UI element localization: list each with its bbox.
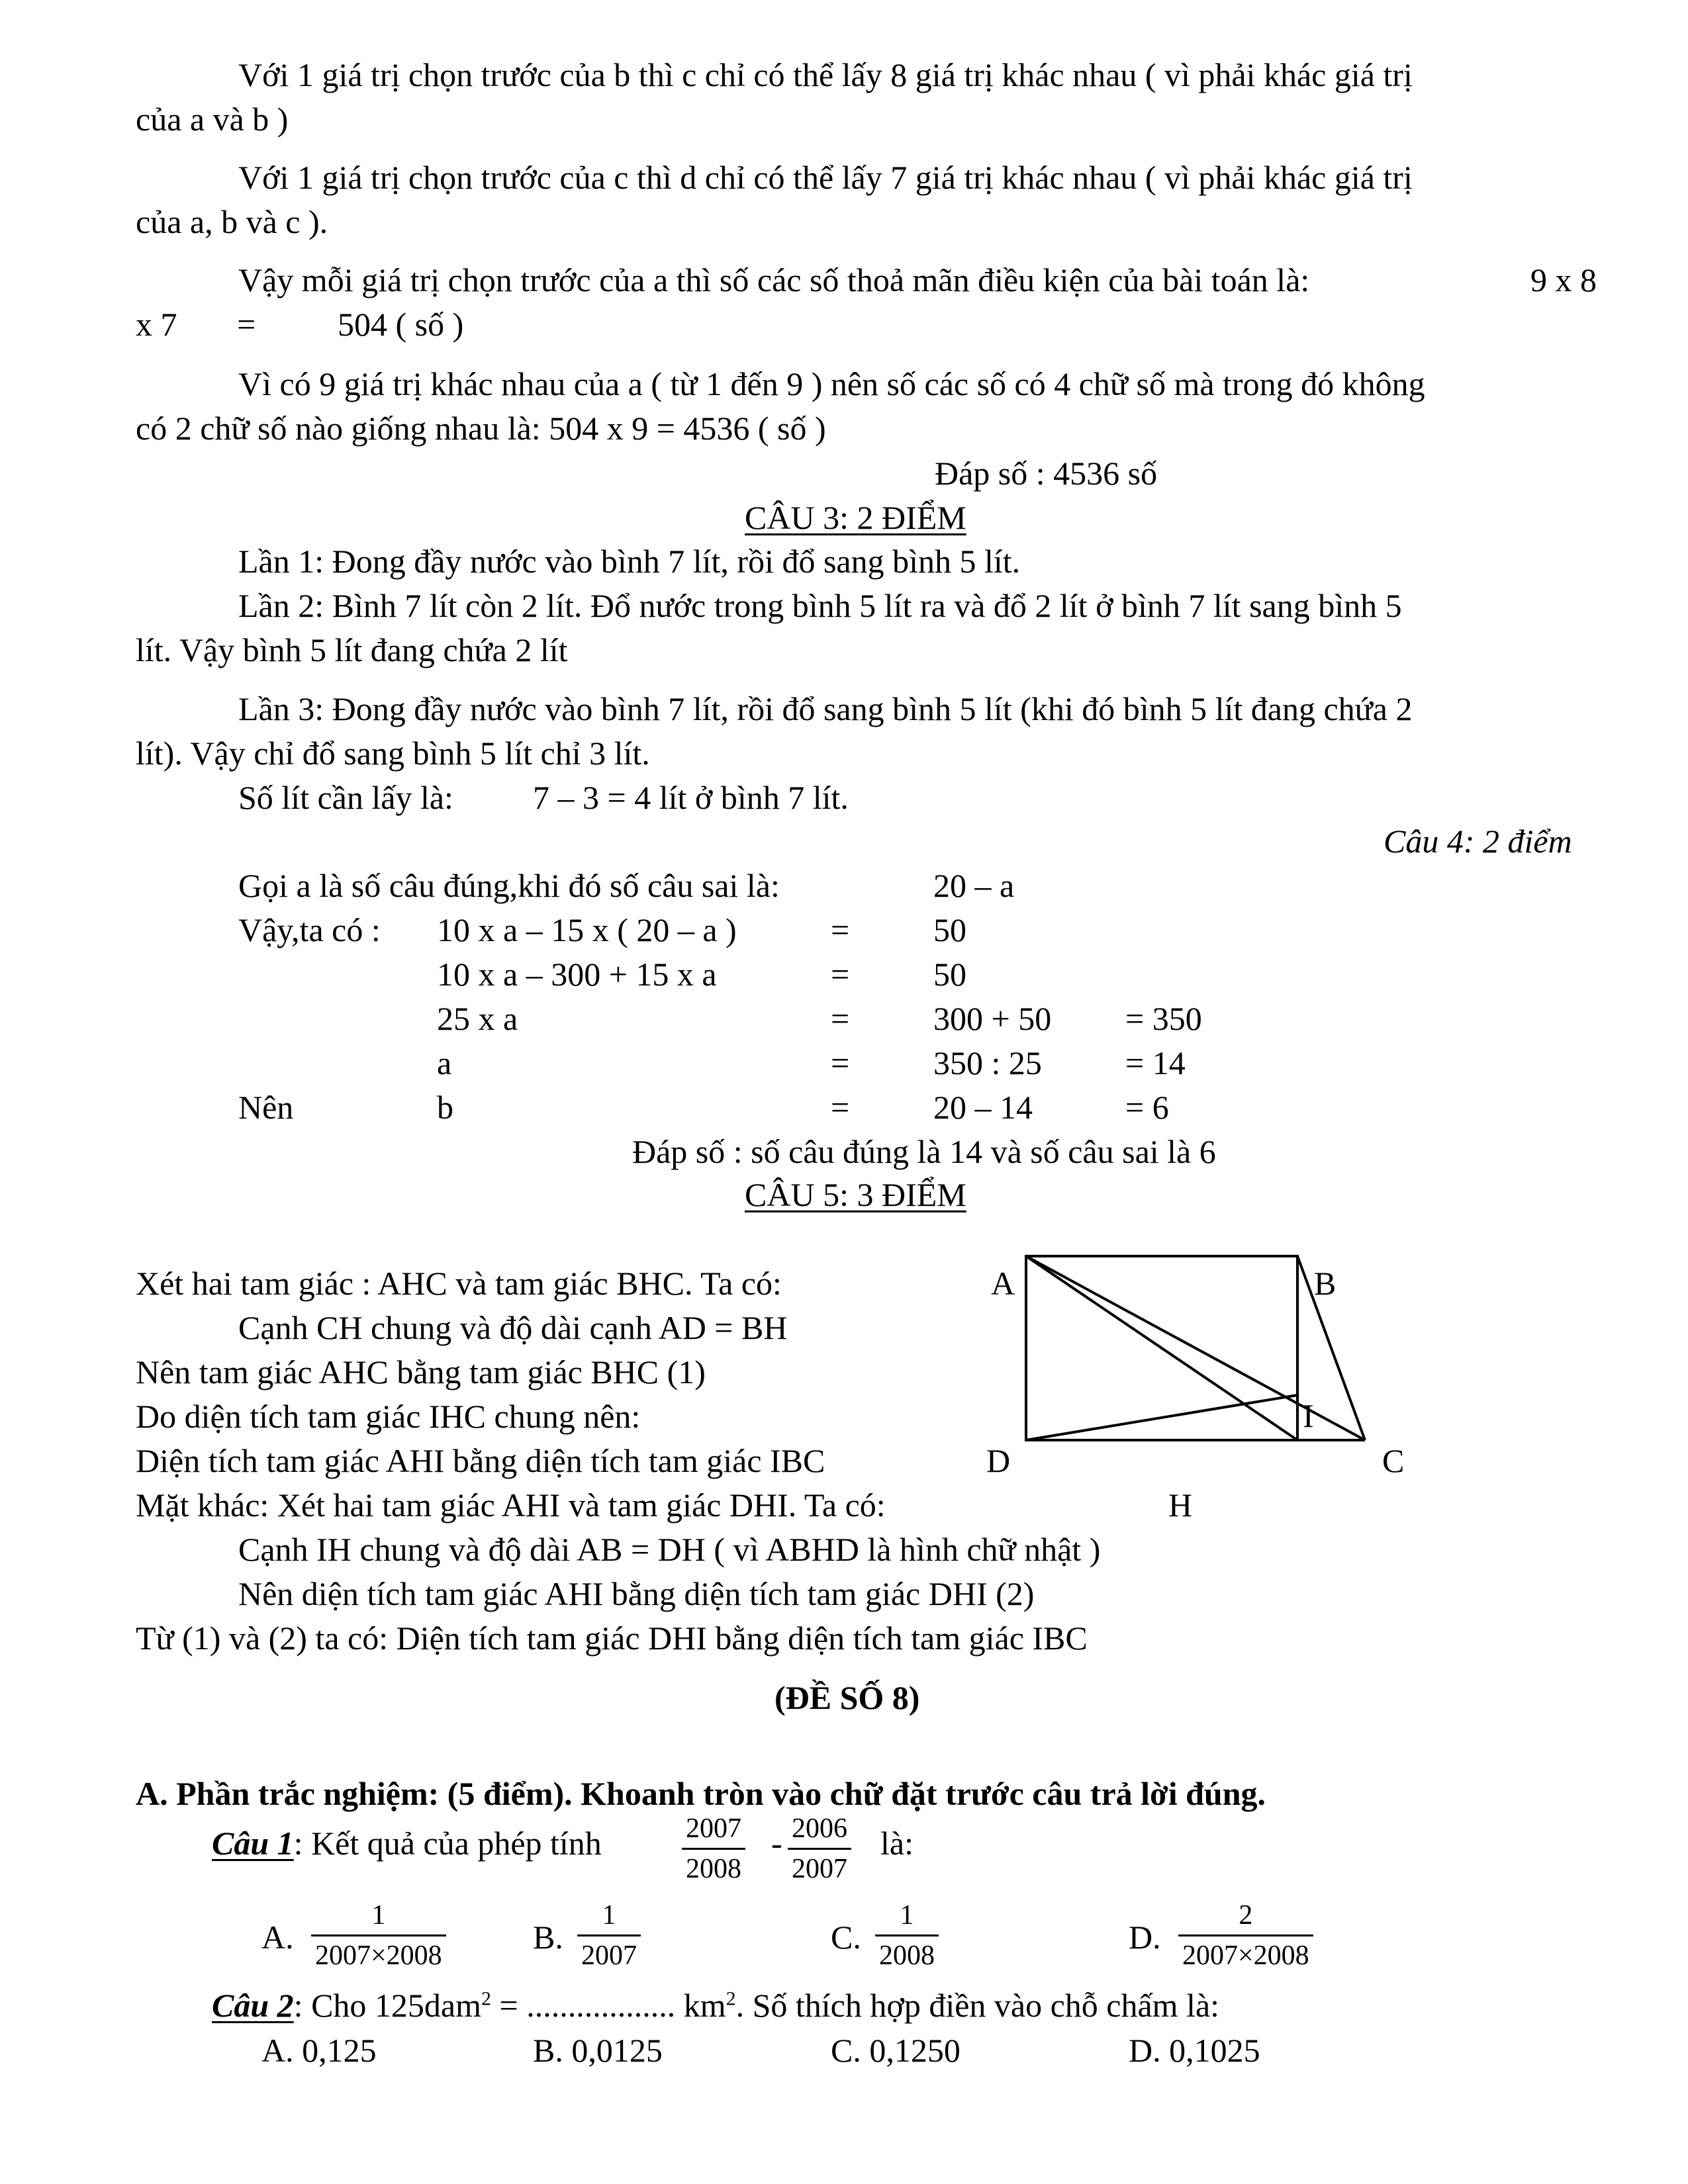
q4-r4-eq: = [831, 1000, 850, 1037]
c2-option-a[interactable]: A. 0,125 [261, 2032, 377, 2069]
c1-opt-b-num: 1 [602, 1900, 616, 1931]
c1-opt-a-num: 1 [371, 1900, 386, 1931]
q5-line1: Xét hai tam giác : AHC và tam giác BHC. Ta có: [136, 1265, 782, 1302]
label-d: D [986, 1442, 1011, 1479]
q4-r1-a: Gọi a là số câu đúng,khi đó số câu sai là: [238, 867, 780, 904]
q4-r2-a: Vậy,ta có : [238, 911, 381, 948]
q5-line4: Do diện tích tam giác IHC chung nên: [136, 1398, 641, 1435]
segment-ah [1026, 1256, 1297, 1440]
q5-line8: Nên diện tích tam giác AHI bằng diện tích tam giác DHI (2) [238, 1575, 1035, 1612]
c2-option-c[interactable]: C. 0,1250 [831, 2032, 961, 2069]
q4-answer: Đáp số : số câu đúng là 14 và số câu sai là 6 [632, 1133, 1216, 1170]
q4-r5-b: a [437, 1044, 452, 1081]
c1-opt-d-den: 2007×2008 [1178, 1934, 1313, 1970]
q5-line6: Mặt khác: Xét hai tam giác AHI và tam giác DHI. Ta có: [136, 1486, 886, 1524]
p2-line1: Với 1 giá trị chọn trước của c thì d chỉ có thể lấy 7 giá trị khác nhau ( vì phải khác giá trị [238, 159, 1413, 196]
c1-fraction-1 [682, 1815, 745, 1883]
q4-r3-c: 50 [933, 956, 966, 993]
c1-line [212, 1827, 602, 1860]
c2-text-b: = .................. km [491, 1987, 726, 2024]
q5-line2: Cạnh CH chung và độ dài cạnh AD = BH [238, 1309, 788, 1346]
c1-option-d-letter[interactable]: D. [1129, 1919, 1161, 1956]
q3-line3b: lít). Vậy chỉ đổ sang bình 5 lít chỉ 3 lít. [136, 735, 650, 772]
q4-r6-d: = 6 [1125, 1089, 1169, 1126]
q5-line5: Diện tích tam giác AHI bằng diện tích tam giác IBC [136, 1442, 825, 1479]
c1-label: Câu 1 [212, 1825, 294, 1862]
c1-opt-c-den: 2008 [875, 1934, 939, 1970]
q4-r5-c: 350 : 25 [933, 1044, 1042, 1081]
c1-opt-a-den: 2007×2008 [311, 1934, 446, 1970]
p3-line1-tail: 9 x 8 [1530, 261, 1597, 298]
c1-option-c-letter[interactable]: C. [831, 1919, 861, 1956]
c2-sup-2: 2 [726, 1987, 736, 2010]
label-b: B [1314, 1265, 1336, 1302]
p3-line2-eq: = [237, 306, 256, 343]
c1-f1-num: 2007 [686, 1813, 741, 1844]
c1-opt-b-den: 2007 [577, 1934, 641, 1970]
c2-text-a: : Cho 125dam [293, 1987, 481, 2024]
label-h: H [1168, 1486, 1193, 1524]
q3-line1: Lần 1: Đong đầy nước vào bình 7 lít, rồi đổ sang bình 5 lít. [238, 543, 1021, 580]
c1-minus: - [771, 1825, 782, 1862]
p2-line2: của a, b và c ). [136, 203, 328, 240]
q3-heading: CÂU 3: 2 ĐIỂM [745, 499, 966, 536]
c1-f1-den: 2008 [682, 1848, 745, 1883]
c2-option-b[interactable]: B. 0,0125 [533, 2032, 663, 2069]
c1-opt-c-num: 1 [900, 1900, 914, 1931]
c1-option-b-fraction[interactable] [577, 1901, 641, 1970]
answer-q2: Đáp số : 4536 số [935, 455, 1158, 492]
p3-line2-c: 504 ( số ) [338, 306, 464, 343]
part-a-heading: A. Phần trắc nghiệm: (5 điểm). Khoanh tròn vào chữ đặt trước câu trả lời đúng. [136, 1775, 1266, 1812]
q4-r3-b: 10 x a – 300 + 15 x a [437, 956, 717, 993]
q3-line4a: Số lít cần lấy là: [238, 779, 453, 816]
c2-line [212, 1989, 1219, 2022]
label-a: A [991, 1265, 1015, 1302]
q4-r6-b: b [437, 1089, 453, 1126]
c1-f2-den: 2007 [788, 1848, 851, 1883]
q5-heading: CÂU 5: 3 ĐIỂM [745, 1176, 966, 1213]
c2-option-d[interactable]: D. 0,1025 [1129, 2032, 1260, 2069]
q4-r4-d: = 350 [1125, 1000, 1202, 1037]
q4-r4-b: 25 x a [437, 1000, 518, 1037]
q4-r5-eq: = [831, 1044, 850, 1081]
c1-tail: là: [880, 1825, 914, 1862]
c1-option-c-fraction[interactable] [875, 1901, 939, 1970]
c1-f2-num: 2006 [792, 1813, 847, 1844]
c1-fraction-2 [788, 1815, 851, 1883]
c1-option-b-letter[interactable]: B. [533, 1919, 563, 1956]
q4-r3-eq: = [831, 956, 850, 993]
q4-r5-d: = 14 [1125, 1044, 1186, 1081]
q4-r2-eq: = [831, 911, 850, 948]
q4-r2-b: 10 x a – 15 x ( 20 – a ) [437, 911, 737, 948]
c2-label: Câu 2 [212, 1987, 294, 2024]
q4-r1-c: 20 – a [933, 867, 1015, 904]
exam-title: (ĐỀ SỐ 8) [774, 1679, 920, 1716]
q4-heading: Câu 4: 2 điểm [1383, 823, 1572, 860]
p4-line2: có 2 chữ số nào giống nhau là: 504 x 9 = 4536 ( số ) [136, 410, 826, 447]
q5-line3: Nên tam giác AHC bằng tam giác BHC (1) [136, 1353, 706, 1390]
c1-text: : Kết quả của phép tính [293, 1825, 602, 1862]
p3-line1: Vậy mỗi giá trị chọn trước của a thì số các số thoả mãn điều kiện của bài toán là: [238, 261, 1310, 298]
label-c: C [1382, 1442, 1405, 1479]
q3-line3a: Lần 3: Đong đầy nước vào bình 7 lít, rồi đổ sang bình 5 lít (khi đó bình 5 lít đang chứa 2 [238, 690, 1413, 727]
c1-opt-d-num: 2 [1239, 1900, 1253, 1931]
c2-sup-1: 2 [481, 1987, 491, 2010]
q5-line9: Từ (1) và (2) ta có: Diện tích tam giác DHI bằng diện tích tam giác IBC [136, 1619, 1088, 1657]
q4-r6-eq: = [831, 1089, 850, 1126]
q3-line2a: Lần 2: Bình 7 lít còn 2 lít. Đổ nước trong bình 5 lít ra và đổ 2 lít ở bình 7 lít sang bình 5 [238, 587, 1402, 624]
q4-r2-c: 50 [933, 911, 966, 948]
c2-text-c: . Số thích hợp điền vào chỗ chấm là: [735, 1987, 1220, 2024]
segment-di [1026, 1395, 1297, 1440]
q5-line7: Cạnh IH chung và độ dài AB = DH ( vì ABHD là hình chữ nhật ) [238, 1531, 1101, 1568]
p4-line1: Vì có 9 giá trị khác nhau của a ( từ 1 đến 9 ) nên số các số có 4 chữ số mà trong đó không [238, 365, 1425, 402]
q4-r6-a: Nên [238, 1089, 294, 1126]
q4-r6-c: 20 – 14 [933, 1089, 1033, 1126]
label-i: I [1303, 1397, 1314, 1434]
c1-option-a-letter[interactable]: A. [261, 1919, 294, 1956]
q4-r4-c: 300 + 50 [933, 1000, 1052, 1037]
c1-option-a-fraction[interactable] [311, 1901, 446, 1970]
p1-line1: Với 1 giá trị chọn trước của b thì c chỉ có thể lấy 8 giá trị khác nhau ( vì phải khác giá trị [238, 56, 1413, 93]
c1-option-d-fraction[interactable] [1178, 1901, 1313, 1970]
q3-line4b: 7 – 3 = 4 lít ở bình 7 lít. [533, 779, 849, 816]
q3-line2b: lít. Vậy bình 5 lít đang chứa 2 lít [136, 631, 568, 668]
p1-line2: của a và b ) [136, 101, 289, 138]
p3-line2-a: x 7 [136, 306, 177, 343]
